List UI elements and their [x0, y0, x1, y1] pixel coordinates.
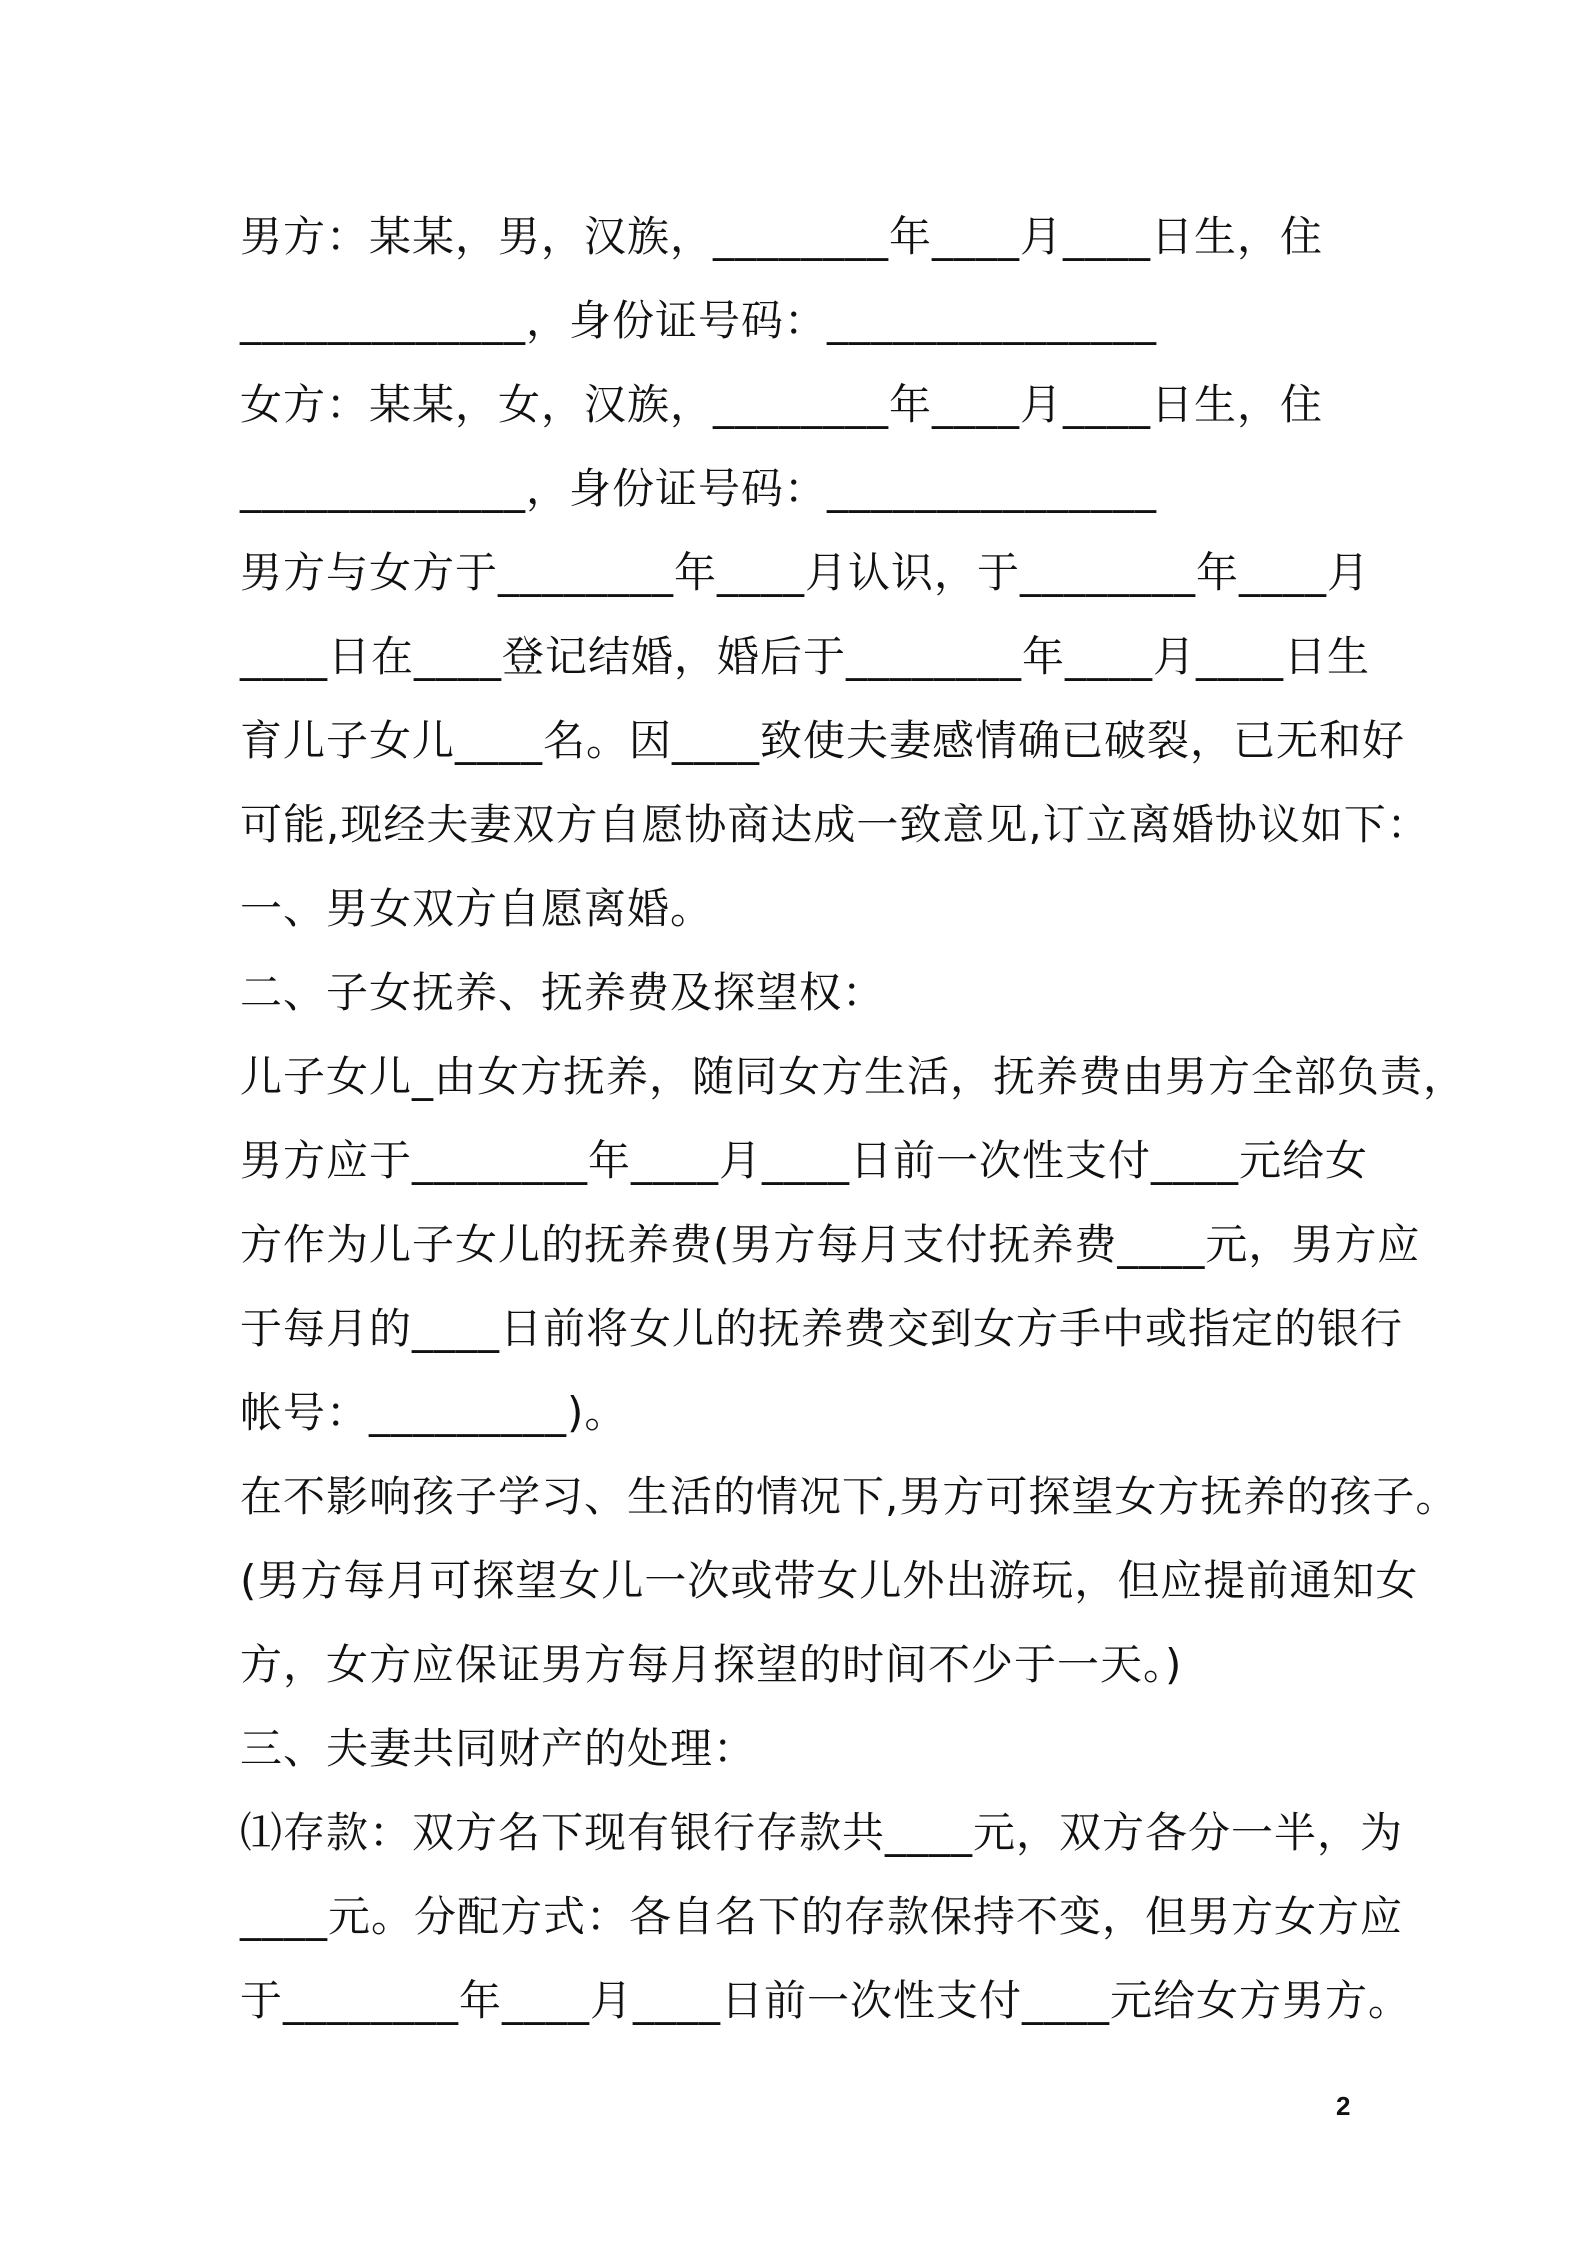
text-line: 于每月的____日前将女儿的抚养费交到女方手中或指定的银行 [240, 1304, 1404, 1353]
document-body [240, 195, 1467, 2043]
text-line: _____________，身份证号码：_______________ [240, 296, 1158, 345]
text-line: 育儿子女儿____名。因____致使夫妻感情确已破裂，已无和好 [240, 716, 1406, 765]
text-line: 女方：某某，女，汉族，________年____月____日生，住 [240, 380, 1324, 429]
text-line: 帐号：_________)。 [240, 1388, 628, 1437]
text-line: (男方每月可探望女儿一次或带女儿外出游玩，但应提前通知女 [240, 1556, 1419, 1605]
text-line: 男方与女方于________年____月认识，于________年____月 [240, 548, 1371, 597]
text-line: ____元。分配方式：各自名下的存款保持不变，但男方女方应 [240, 1892, 1404, 1941]
text-line: ____日在____登记结婚，婚后于________年____月____日生 [240, 632, 1371, 681]
text-line: _____________，身份证号码：_______________ [240, 464, 1158, 513]
text-line: 方作为儿子女儿的抚养费(男方每月支付抚养费____元，男方应 [240, 1220, 1421, 1269]
text-line: ⑴存款：双方名下现有银行存款共____元，双方各分一半，为 [240, 1808, 1404, 1857]
section-heading: 二、子女抚养、抚养费及探望权： [240, 968, 886, 1017]
page-number: 2 [1336, 2091, 1351, 2121]
text-line: 在不影响孩子学习、生活的情况下,男方可探望女方抚养的孩子。 [240, 1472, 1459, 1521]
text-line: 于________年____月____日前一次性支付____元给女方男方。 [240, 1976, 1412, 2025]
text-line: 可能,现经夫妻双方自愿协商达成一致意见,订立离婚协议如下： [240, 800, 1430, 849]
text-line: 男方：某某，男，汉族，________年____月____日生，住 [240, 212, 1324, 261]
section-heading: 三、夫妻共同财产的处理： [240, 1724, 757, 1773]
text-line: 方，女方应保证男方每月探望的时间不少于一天。) [240, 1640, 1183, 1689]
text-line: 儿子女儿_由女方抚养，随同女方生活，抚养费由男方全部负责， [240, 1052, 1467, 1101]
section-heading: 一、男女双方自愿离婚。 [240, 884, 714, 933]
text-line: 男方应于________年____月____日前一次性支付____元给女 [240, 1136, 1369, 1185]
